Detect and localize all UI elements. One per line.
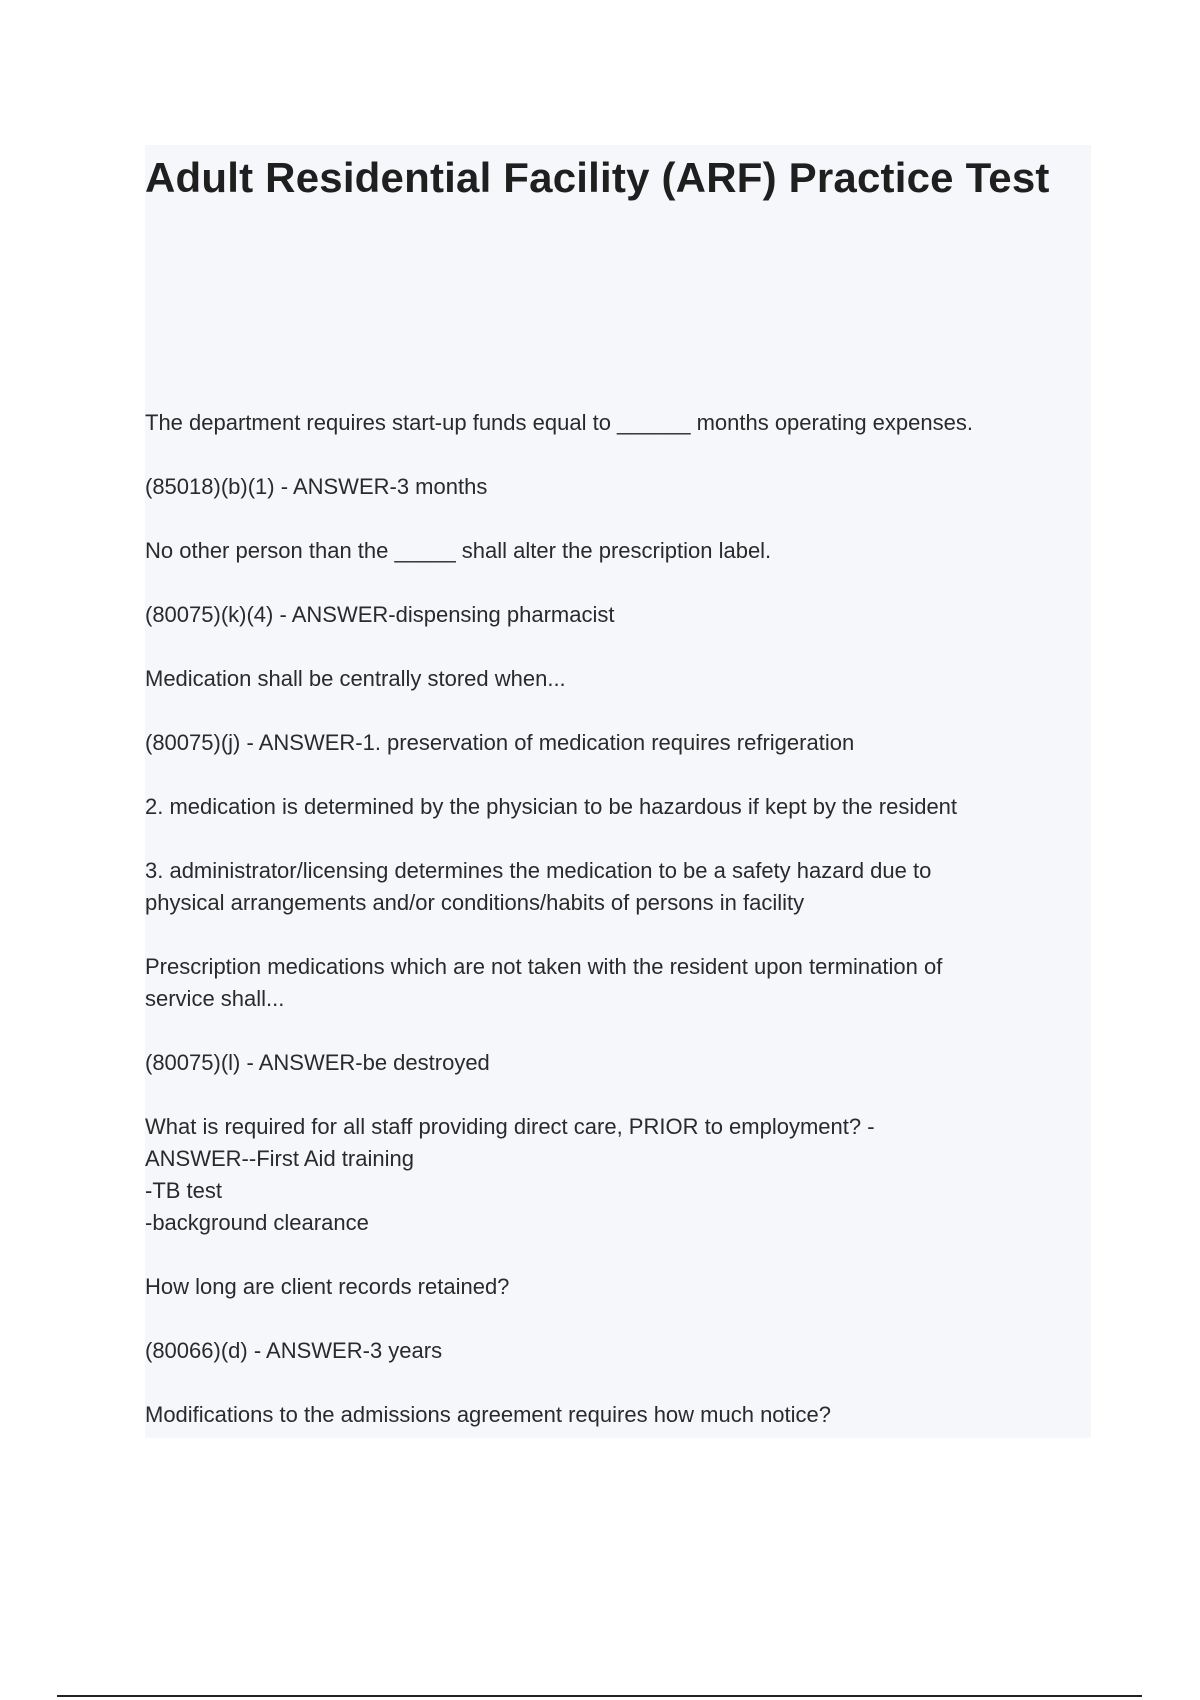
question-records-retention: How long are client records retained? (145, 1274, 510, 1299)
footer-divider (57, 1695, 1142, 1697)
question-termination-medications-b: service shall... (145, 986, 285, 1011)
question-termination-medications-a: Prescription medications which are not taken with the resident upon termination of (145, 954, 943, 979)
answer-start-up-funds: (85018)(b)(1) - ANSWER-3 months (145, 474, 488, 499)
question-central-storage: Medication shall be centrally stored when... (145, 666, 566, 691)
answer-prescription-label: (80075)(k)(4) - ANSWER-dispensing pharmacist (145, 602, 615, 627)
question-admissions-notice: Modifications to the admissions agreement requires how much notice? (145, 1402, 832, 1427)
page-title: Adult Residential Facility (ARF) Practice Test (145, 154, 1050, 201)
answer-central-storage-3a: 3. administrator/licensing determines the medication to be a safety hazard due to (145, 858, 932, 883)
answer-staff-requirements-3: -background clearance (145, 1210, 369, 1235)
question-prescription-label: No other person than the _____ shall alter the prescription label. (145, 538, 772, 563)
answer-staff-requirements-1: ANSWER--First Aid training (145, 1146, 414, 1171)
question-start-up-funds: The department requires start-up funds equal to ______ months operating expenses. (145, 410, 973, 435)
answer-central-storage-3b: physical arrangements and/or conditions/habits of persons in facility (145, 890, 805, 915)
answer-termination-medications: (80075)(l) - ANSWER-be destroyed (145, 1050, 490, 1075)
question-staff-requirements: What is required for all staff providing direct care, PRIOR to employment? - (145, 1114, 875, 1139)
answer-central-storage-2: 2. medication is determined by the physician to be hazardous if kept by the resident (145, 794, 958, 819)
answer-central-storage-1: (80075)(j) - ANSWER-1. preservation of medication requires refrigeration (145, 730, 855, 755)
answer-staff-requirements-2: -TB test (145, 1178, 223, 1203)
answer-records-retention: (80066)(d) - ANSWER-3 years (145, 1338, 443, 1363)
